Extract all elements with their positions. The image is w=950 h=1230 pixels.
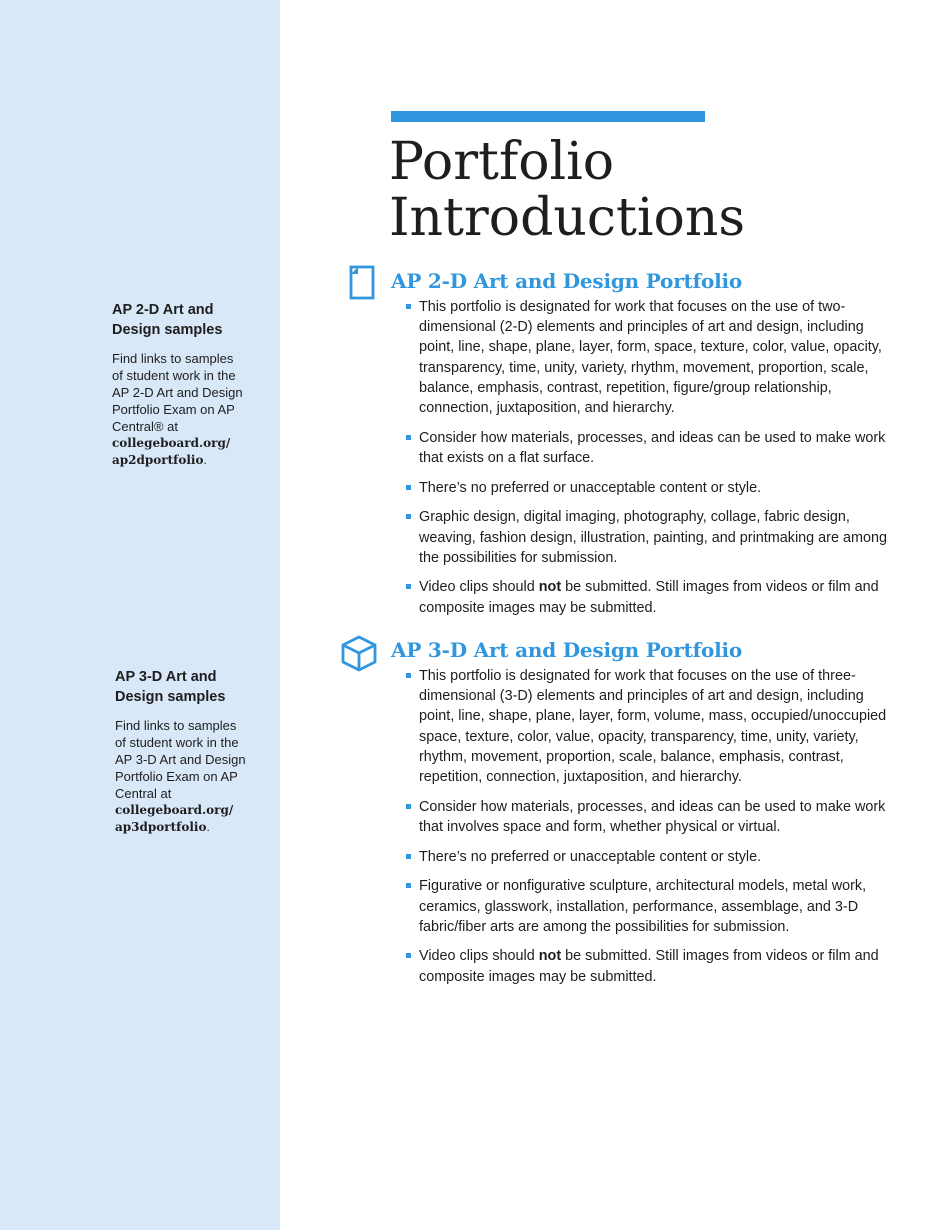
section-heading: AP 2-D Art and Design Portfolio <box>391 269 743 293</box>
sidebar-note-3d <box>115 667 250 836</box>
list-item: Consider how materials, processes, and ideas can be used to make work that exists on a flat surface. <box>419 428 900 468</box>
video-text-post: be submitted. Still images from videos or film and composite images may be submitted. <box>419 579 879 616</box>
list-item <box>419 577 900 617</box>
sidebar-note-text: Find links to samples of student work in the AP 3-D Art and Design Portfolio Exam on AP Central at <box>115 718 246 801</box>
section-3d-portfolio <box>340 634 900 996</box>
video-text-emphasis: not <box>538 948 562 965</box>
list-item: This portfolio is designated for work that focuses on the use of two-dimensional (2-D) elements and principles of art and design, including point, line, shape, plane, layer, form, space, texture, color, value, opacity, transparency, time, unity, variety, rhythm, movement, proportion, scale, balance, emphasis, contrast, repetition, figure/group relationship, connection, juxtaposition, and hierarchy. <box>419 297 900 418</box>
sidebar-note-body <box>112 350 247 469</box>
bullet-list <box>340 297 900 618</box>
video-text-pre: Video clips should <box>419 579 535 596</box>
sidebar-link-2d[interactable] <box>112 435 247 469</box>
list-item: There’s no preferred or unacceptable content or style. <box>419 847 900 867</box>
list-item: Consider how materials, processes, and ideas can be used to make work that involves space and form, whether physical or virtual. <box>419 797 900 837</box>
list-item: Graphic design, digital imaging, photography, collage, fabric design, weaving, fashion design, illustration, painting, and printmaking are among the possibilities for submission. <box>419 507 900 568</box>
list-item <box>419 946 900 986</box>
section-heading: AP 3-D Art and Design Portfolio <box>391 638 743 662</box>
sidebar-link-line1: collegeboard.org/ <box>112 436 231 450</box>
page-title-line2: Introductions <box>389 188 746 248</box>
sidebar-note-heading: AP 3-D Art and Design samples <box>115 669 226 705</box>
list-item: Figurative or nonfigurative sculpture, architectural models, metal work, ceramics, glasswork, installation, performance, assemblage, and 3-D fabric/fiber arts are among the possibilities for submission. <box>419 876 900 937</box>
video-text-pre: Video clips should <box>419 948 535 965</box>
page-icon <box>340 265 378 303</box>
sidebar-link-line2: ap3dportfolio <box>115 820 207 834</box>
sidebar-note-2d <box>112 300 247 469</box>
cube-icon <box>340 634 378 672</box>
sidebar-note-body <box>115 717 250 836</box>
bullet-list <box>340 666 900 987</box>
page-title-line1: Portfolio <box>389 132 615 192</box>
sidebar-note-period: . <box>206 820 210 834</box>
list-item: This portfolio is designated for work that focuses on the use of three-dimensional (3-D) elements and principles of art and design, including point, line, shape, plane, layer, form, volume, mass, occupied/unoccupied space, texture, color, value, opacity, transparency, time, unity, variety, rhythm, movement, proportion, scale, balance, emphasis, contrast, repetition, connection, juxtaposition, and hierarchy. <box>419 666 900 787</box>
video-text-emphasis: not <box>538 579 562 596</box>
sidebar-note-text: Find links to samples of student work in the AP 2-D Art and Design Portfolio Exam on AP Central® at <box>112 351 243 434</box>
title-accent-bar <box>391 111 705 122</box>
sidebar-note-heading: AP 2-D Art and Design samples <box>112 302 223 338</box>
sidebar <box>0 0 280 1230</box>
list-item: There’s no preferred or unacceptable content or style. <box>419 478 900 498</box>
sidebar-link-3d[interactable] <box>115 802 250 836</box>
sidebar-note-period: . <box>203 453 207 467</box>
page-title <box>389 134 829 246</box>
sidebar-link-line2: ap2dportfolio <box>112 453 204 467</box>
video-text-post: be submitted. Still images from videos or film and composite images may be submitted. <box>419 948 879 985</box>
section-2d-portfolio <box>340 265 900 627</box>
sidebar-link-line1: collegeboard.org/ <box>115 803 234 817</box>
